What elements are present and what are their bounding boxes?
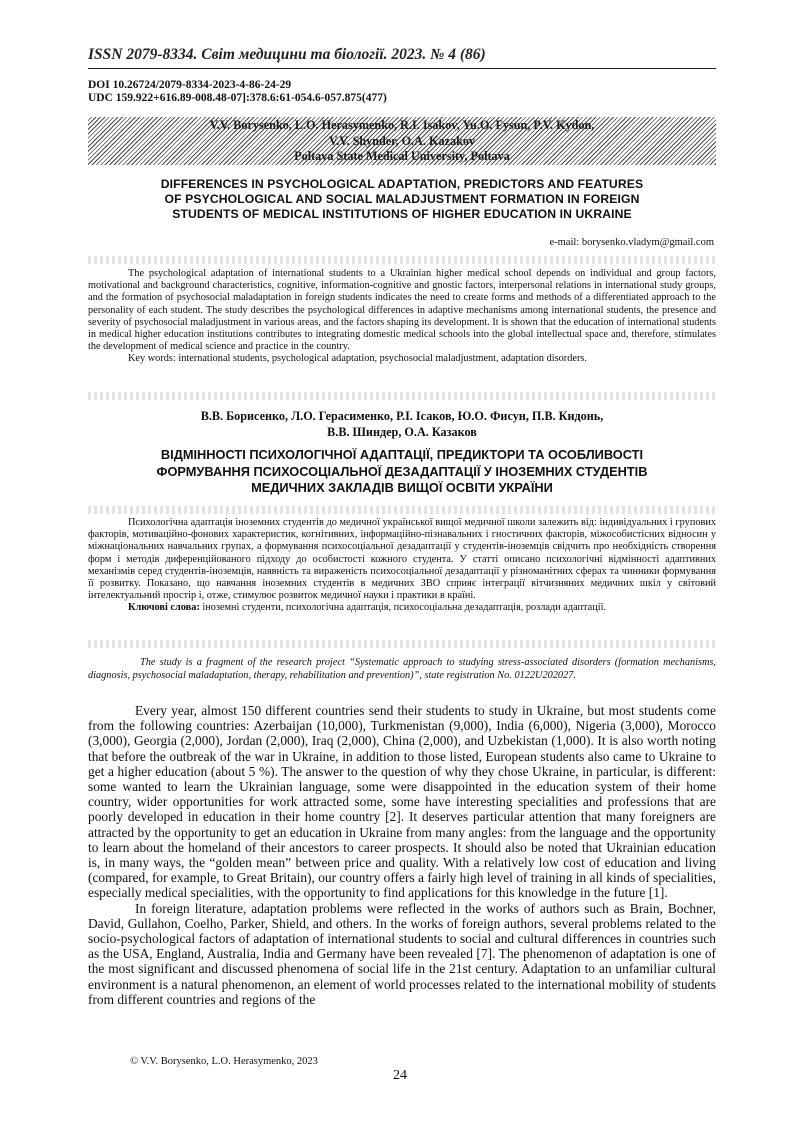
doi-block [88, 79, 387, 105]
body-paragraph: In foreign literature, adaptation problems were reflected in the works of authors such as Brain, Bochner, David, Gullahon, Coelho, Parker, Shield, and others. In the works of foreign authors, several problems related to the socio-psychological factors of adaptation of international students to social and cultural differences in countries such as the USA, England, Australia, India and Germany have been revealed [7]. The phenomenon of adaptation is one of the most significant and discussed phenomena of social life in the 21st century. Adaptation to an unfamiliar cultural environment is a natural phenomenon, an element of world processes related to the international mobility of students from different countries and regions of the [88, 900, 716, 1007]
separator-band [88, 392, 716, 400]
authors-en [88, 118, 716, 165]
project-note-text: The study is a fragment of the research project “Systematic approach to studying stress-associated disorders (formation mechanisms, diagnosis, psychosocial maladaptation, therapy, rehabilitation and prevention)”, state registration No. 0122U202027. [88, 657, 716, 681]
project-note [88, 657, 716, 682]
doi-line: DOI 10.26724/2079-8334-2023-4-86-24-29 [88, 79, 292, 91]
keywords-en: Key words: international students, psychological adaptation, psychosocial maladjustment, adaptation disorders. [128, 353, 587, 365]
copyright-footer: © V.V. Borysenko, L.O. Herasymenko, 2023 [130, 1056, 318, 1067]
authors-ua [88, 409, 716, 440]
article-body [88, 703, 716, 1007]
journal-header: ISSN 2079-8334. Світ медицини та біології. 2023. № 4 (86) [88, 46, 486, 63]
authors-ua-line: В.В. Борисенко, Л.О. Герасименко, Р.І. Ісаков, Ю.О. Фисун, П.В. Кидонь, [200, 409, 604, 423]
body-paragraph: Every year, almost 150 different countries send their students to study in Ukraine, but most students come from the following countries: Azerbaijan (10,000), Turkmenistan (9,000), India (6,000), Nigeria (3,000), Morocco (3,000), Georgia (2,000), Jordan (2,000), Iraq (2,000), China (2,000), and Uzbekistan (1,000). It is also worth noting that before the outbreak of the war in Ukraine, in addition to those listed, European students also came to Ukraine to get a higher education (about 5 %). The answer to the question of why they chose Ukraine, in particular, is different: some wanted to learn the Ukrainian language, some were disappointed in the education system of their home country, wider opportunities for work attracted some, some have interesting specialities and professions that are poorly developed in education in their home country [2]. It deserves particular attention that many foreigners are attracted by the opportunity to get an education in Ukraine from many angles: from the language and the opportunity to learn about the homeland of their ancestors to career prospects. It should also be noted that Ukrainian education is, in many ways, the “golden mean” between price and quality. With a relatively low cost of education and living (compared, for example, to Great Britain), our country offers a fairly high level of training in all kinds of specialities, especially medical specialities, with the opportunity to find applications for this knowledge in the future [1]. [88, 703, 716, 901]
title-ua-line: ВІДМІННОСТІ ПСИХОЛОГІЧНОЇ АДАПТАЦІЇ, ПРЕДИКТОРИ ТА ОСОБЛИВОСТІ [160, 447, 644, 462]
title-en-line: DIFFERENCES IN PSYCHOLOGICAL ADAPTATION, PREDICTORS AND FEATURES [160, 177, 644, 191]
separator-band [88, 256, 716, 264]
abstract-en-text: The psychological adaptation of international students to a Ukrainian higher medical school depends on individual and group factors, motivational and background characteristics, cognitive, information-cognitive and gnostic factors, interpersonal relations in international study groups, and the formation of psychosocial maladaptation in foreign students indicates the need to create forms and methods of a differentiated approach to the personality of each student. The study describes the psychological differences in adaptive mechanisms among international students, the presence and severity of psychosocial maladjustment in various areas, and the factors shaping its development. It is shown that the education of international students in medical higher education institutions contributes to integrating domestic medical schools into the global intellectual space and, therefore, stimulates the development of medical science and practice in the country. [88, 268, 716, 353]
authors-ua-line: В.В. Шиндер, О.А. Казаков [327, 424, 477, 439]
title-en-line: OF PSYCHOLOGICAL AND SOCIAL MALADJUSTMENT FORMATION IN FOREIGN [164, 191, 640, 206]
affiliation: Poltava State Medical University, Poltava [294, 149, 510, 163]
separator-band [88, 506, 716, 514]
keywords-ua [88, 602, 716, 614]
header-rule [88, 68, 716, 69]
title-ua-line: МЕДИЧНИХ ЗАКЛАДІВ ВИЩОЇ ОСВІТИ УКРАЇНИ [251, 480, 553, 495]
article-title-ua [88, 447, 716, 497]
keywords-ua-label: Ключові слова: [128, 602, 200, 614]
contact-email: e-mail: borysenko.vladym@gmail.com [549, 237, 714, 248]
separator-band [88, 640, 716, 648]
udc-line: UDC 159.922+616.89-008.48-07]:378.6:61-054.6-057.875(477) [88, 92, 387, 104]
abstract-ua-text: Психологічна адаптація іноземних студентів до медичної української вищої медичної школи залежить від: індивідуальних і групових факторів, мотиваційно-фонових характеристик, когнітивних, інформаційно-пізнавальних і гностичних факторів, міжособистісних відносин у міжнаціональних навчальних групах, а формування психосоціальної дезадаптації у студентів-іноземців свідчить про необхідність створення форм і методів диференційованого підходу до особистості кожного студента. У статті описано психологічні відмінності адаптивних механізмів серед студентів-іноземців, наявність та вираженість психосоціальної дезадаптації у різноманітних сферах та чинники формування її розвитку. Показано, що навчання іноземних студентів в медичних ЗВО сприяє інтеграції вітчизняних медичних шкіл у світовий інтелектуальний простір і, отже, стимулює розвиток медичної науки і практики в країні. [88, 517, 716, 602]
page-number: 24 [393, 1068, 407, 1083]
keywords-ua-text: іноземні студенти, психологічна адаптація, психосоціальна дезадаптація, розлади адаптації. [199, 602, 607, 614]
authors-en-line: V.V. Shynder, O.A. Kazakov [328, 133, 476, 148]
article-title-en [88, 177, 716, 221]
abstract-en [88, 268, 716, 366]
abstract-ua [88, 517, 716, 615]
authors-en-line: V.V. Borysenko, L.O. Herasymenko, R.I. Isakov, Yu.O. Fysun, P.V. Kydon, [209, 118, 595, 132]
title-ua-line: ФОРМУВАННЯ ПСИХОСОЦІАЛЬНОЇ ДЕЗАДАПТАЦІЇ У ІНОЗЕМНИХ СТУДЕНТІВ [156, 463, 648, 479]
title-en-line: STUDENTS OF MEDICAL INSTITUTIONS OF HIGHER EDUCATION IN UKRAINE [172, 206, 632, 221]
